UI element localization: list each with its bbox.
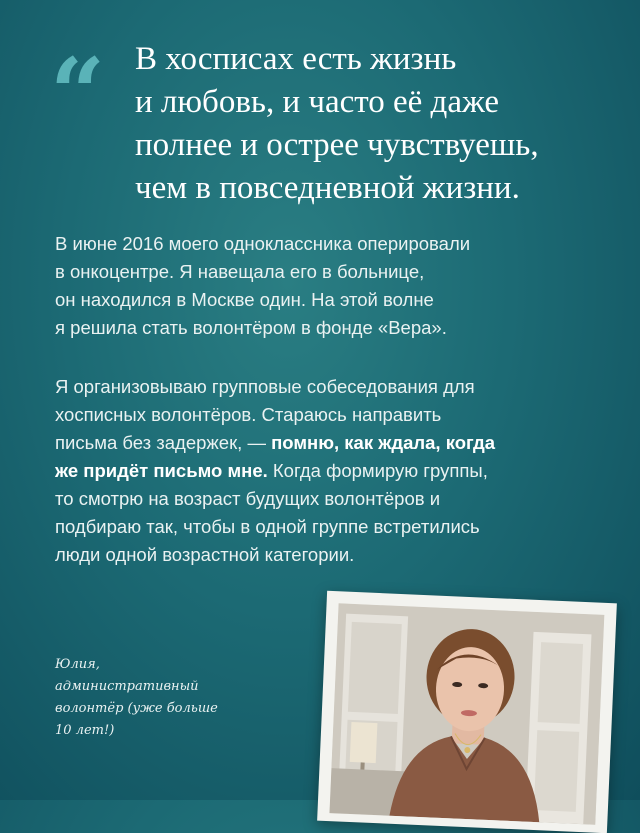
caption-line: 10 лет!) [55,723,115,738]
portrait-illustration [329,603,604,824]
headline-line: чем в повседневной жизни. [135,170,520,206]
paragraph-line: он находился в Москве один. На этой волне [55,289,434,310]
paragraph-line: то смотрю на возраст будущих волонтёров и [55,488,441,509]
caption-line: волонтёр (уже больше [55,701,218,716]
paragraph-line: письма без задержек, — [55,432,272,453]
paragraph-line: подбираю так, чтобы в одной группе встретились [55,516,480,537]
emphasis-text: же придёт письмо мне. [55,460,268,481]
paragraph-line: В июне 2016 моего одноклассника оперировали [55,233,471,254]
headline-quote [135,38,625,210]
headline-line: полнее и острее чувствуешь, [135,127,539,163]
portrait-photo [329,603,604,824]
headline-line: В хосписах есть жизнь [135,41,457,77]
paragraph-line: в онкоцентре. Я навещала его в больнице, [55,261,425,282]
headline-line: и любовь, и часто её даже [135,84,499,120]
caption-line: Юлия, [55,657,100,672]
quote-icon: “ [50,37,100,150]
caption-line: административный [55,679,199,694]
paragraph-line: люди одной возрастной категории. [55,544,355,565]
paragraph-line: я решила стать волонтёром в фонде «Вера». [55,317,447,338]
story-paragraph [55,230,605,342]
paragraph-line: Когда формирую группы, [267,460,488,481]
photo-frame [317,591,617,833]
author-caption [55,654,255,742]
emphasis-text: помню, как ждала, когда [271,432,496,453]
role-paragraph [55,373,605,569]
paragraph-line: хосписных волонтёров. Стараюсь направить [55,404,442,425]
paragraph-line: Я организовываю групповые собеседования для [55,376,475,397]
